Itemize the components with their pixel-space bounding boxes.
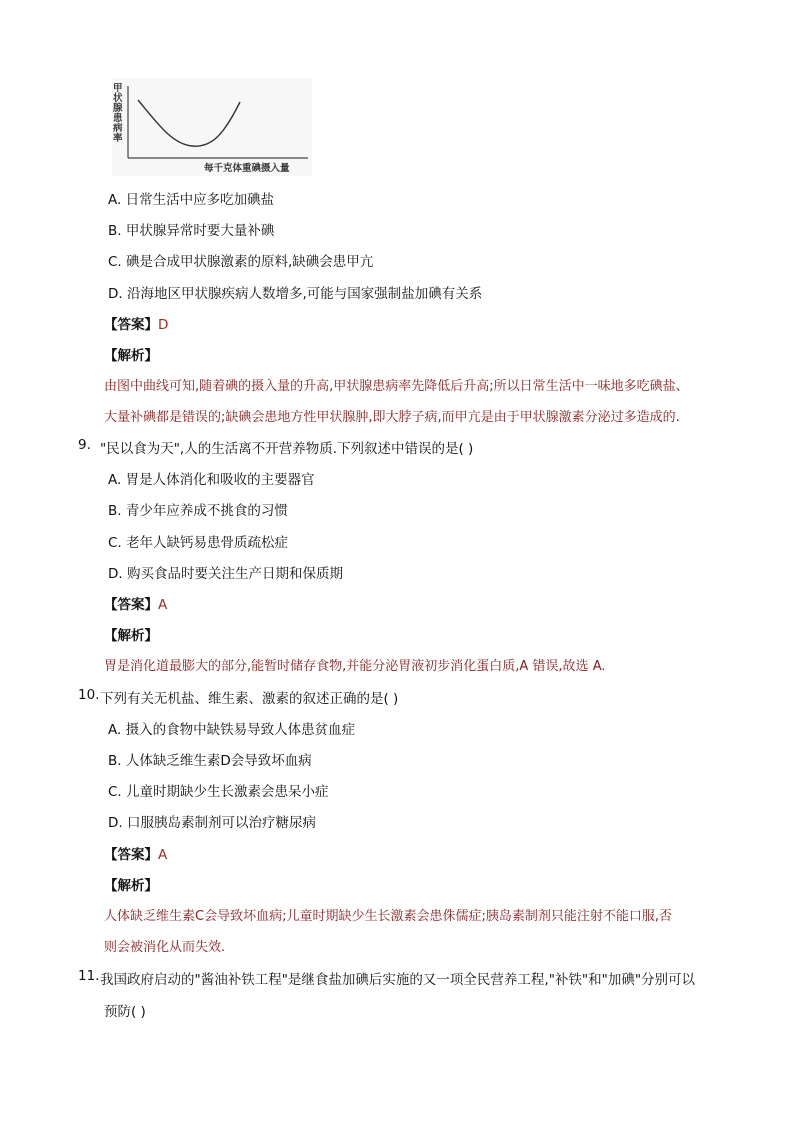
q8-option-d: D. 沿海地区甲状腺疾病人数增多,可能与国家强制盐加碘有关系 xyxy=(108,286,483,302)
q8-answer-tag: 【答案】 xyxy=(104,317,158,333)
q9-option-a: A. 胃是人体消化和吸收的主要器官 xyxy=(108,472,315,488)
graph-y-label: 甲状腺患病率 xyxy=(113,83,123,144)
q8-analysis-tag: 【解析】 xyxy=(104,348,158,364)
iodine-thyroid-graph xyxy=(112,78,312,176)
q9-option-d: D. 购买食品时要关注生产日期和保质期 xyxy=(108,566,343,582)
q10-analysis-tag: 【解析】 xyxy=(104,878,158,894)
q8-option-a: A. 日常生活中应多吃加碘盐 xyxy=(108,192,275,208)
q8-option-c: C. 碘是合成甲状腺激素的原料,缺碘会患甲亢 xyxy=(108,254,374,270)
q8-answer xyxy=(104,313,168,333)
q11-stem-line2: 预防( ) xyxy=(104,1004,146,1020)
q9-stem: "民以食为天",人的生活离不开营养物质.下列叙述中错误的是( ) xyxy=(100,441,474,457)
q8-answer-value: D xyxy=(158,317,169,333)
q10-option-d: D. 口服胰岛素制剂可以治疗糖尿病 xyxy=(108,815,316,831)
q9-answer-value: A xyxy=(158,597,168,613)
q11-number: 11. xyxy=(78,968,100,984)
q9-answer xyxy=(104,593,167,613)
q9-option-c: C. 老年人缺钙易患骨质疏松症 xyxy=(108,535,289,551)
q10-analysis-line2: 则会被消化从而失效. xyxy=(104,940,226,955)
q10-answer-value: A xyxy=(158,847,168,863)
q10-number: 10. xyxy=(78,687,100,703)
q10-option-b: B. 人体缺乏维生素D会导致坏血病 xyxy=(108,753,312,769)
q9-analysis-line1: 胃是消化道最膨大的部分,能暂时储存食物,并能分泌胃液初步消化蛋白质,A 错误,故选 A. xyxy=(104,659,606,674)
q10-answer xyxy=(104,843,167,863)
q10-answer-tag: 【答案】 xyxy=(104,847,158,863)
q9-number: 9. xyxy=(78,437,91,453)
q9-option-b: B. 青少年应养成不挑食的习惯 xyxy=(108,503,288,519)
q8-analysis-line2: 大量补碘都是错误的;缺碘会患地方性甲状腺肿,即大脖子病,而甲亢是由于甲状腺激素分泌过多造成的. xyxy=(104,410,680,425)
q9-answer-tag: 【答案】 xyxy=(104,597,158,613)
graph-x-label: 每千克体重碘摄入量 xyxy=(204,163,290,174)
q10-stem: 下列有关无机盐、维生素、激素的叙述正确的是( ) xyxy=(100,691,399,707)
q9-analysis-tag: 【解析】 xyxy=(104,628,158,644)
q8-option-b: B. 甲状腺异常时要大量补碘 xyxy=(108,223,275,239)
q10-analysis-line1: 人体缺乏维生素C会导致坏血病;儿童时期缺少生长激素会患侏儒症;胰岛素制剂只能注射不能口服,否 xyxy=(104,909,672,924)
q8-analysis-line1: 由图中曲线可知,随着碘的摄入量的升高,甲状腺患病率先降低后升高;所以日常生活中一味地多吃碘盐、 xyxy=(104,379,689,394)
q11-stem-line1: 我国政府启动的"酱油补铁工程"是继食盐加碘后实施的又一项全民营养工程,"补铁"和"加碘"分别可以 xyxy=(100,972,696,988)
q10-option-c: C. 儿童时期缺少生长激素会患呆小症 xyxy=(108,784,329,800)
u-shaped-curve xyxy=(138,100,240,146)
q10-option-a: A. 摄入的食物中缺铁易导致人体患贫血症 xyxy=(108,722,356,738)
